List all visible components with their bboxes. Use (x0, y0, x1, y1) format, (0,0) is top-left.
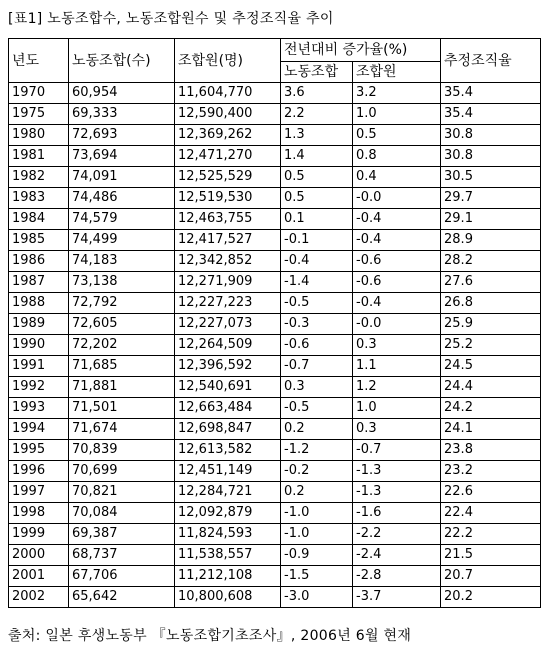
table-row (9, 545, 541, 566)
cell-members: 12,463,755 (175, 209, 281, 230)
cell-unions: 70,839 (69, 440, 175, 461)
table-row (9, 461, 541, 482)
cell-rate: 22.4 (441, 503, 541, 524)
table-row (9, 587, 541, 608)
cell-unions: 72,693 (69, 125, 175, 146)
cell-rate: 24.2 (441, 398, 541, 419)
cell-change-members: -0.4 (353, 293, 441, 314)
table-row (9, 188, 541, 209)
cell-members: 12,271,909 (175, 272, 281, 293)
cell-members: 12,264,509 (175, 335, 281, 356)
cell-year: 1975 (9, 104, 69, 125)
table-row (9, 125, 541, 146)
cell-year: 1989 (9, 314, 69, 335)
cell-change-members: -0.4 (353, 209, 441, 230)
cell-change-unions: 1.4 (281, 146, 353, 167)
cell-members: 12,471,270 (175, 146, 281, 167)
cell-change-members: 1.0 (353, 398, 441, 419)
cell-year: 1994 (9, 419, 69, 440)
header-change-members: 조합원 (353, 62, 441, 83)
cell-change-unions: -0.7 (281, 356, 353, 377)
cell-year: 1981 (9, 146, 69, 167)
cell-change-members: -0.6 (353, 251, 441, 272)
cell-change-members: 0.8 (353, 146, 441, 167)
cell-rate: 23.2 (441, 461, 541, 482)
cell-change-members: -3.7 (353, 587, 441, 608)
cell-rate: 30.5 (441, 167, 541, 188)
cell-change-unions: 0.5 (281, 188, 353, 209)
table-row (9, 293, 541, 314)
cell-unions: 74,183 (69, 251, 175, 272)
cell-change-members: -2.2 (353, 524, 441, 545)
table-row (9, 419, 541, 440)
cell-members: 12,613,582 (175, 440, 281, 461)
cell-unions: 73,694 (69, 146, 175, 167)
cell-rate: 27.6 (441, 272, 541, 293)
cell-change-unions: 0.5 (281, 167, 353, 188)
cell-rate: 25.2 (441, 335, 541, 356)
cell-rate: 29.1 (441, 209, 541, 230)
cell-year: 1970 (9, 83, 69, 104)
cell-change-members: 0.5 (353, 125, 441, 146)
table-row (9, 104, 541, 125)
cell-change-unions: -0.5 (281, 293, 353, 314)
cell-change-unions: 0.3 (281, 377, 353, 398)
table-row (9, 146, 541, 167)
header-year: 년도 (9, 39, 69, 83)
cell-change-unions: -0.6 (281, 335, 353, 356)
cell-unions: 74,499 (69, 230, 175, 251)
cell-unions: 60,954 (69, 83, 175, 104)
cell-change-unions: -1.2 (281, 440, 353, 461)
cell-change-members: -0.4 (353, 230, 441, 251)
cell-year: 1995 (9, 440, 69, 461)
cell-rate: 23.8 (441, 440, 541, 461)
cell-rate: 20.7 (441, 566, 541, 587)
cell-members: 12,396,592 (175, 356, 281, 377)
cell-unions: 74,486 (69, 188, 175, 209)
cell-unions: 70,699 (69, 461, 175, 482)
cell-members: 12,663,484 (175, 398, 281, 419)
table-row (9, 314, 541, 335)
cell-rate: 21.5 (441, 545, 541, 566)
cell-rate: 24.5 (441, 356, 541, 377)
table-body (9, 83, 541, 608)
cell-year: 1992 (9, 377, 69, 398)
cell-change-members: -1.3 (353, 482, 441, 503)
cell-year: 2001 (9, 566, 69, 587)
table-row (9, 377, 541, 398)
cell-members: 12,227,073 (175, 314, 281, 335)
cell-members: 12,519,530 (175, 188, 281, 209)
cell-rate: 30.8 (441, 125, 541, 146)
cell-change-members: -2.4 (353, 545, 441, 566)
cell-rate: 22.6 (441, 482, 541, 503)
cell-rate: 29.7 (441, 188, 541, 209)
cell-rate: 35.4 (441, 104, 541, 125)
table-row (9, 251, 541, 272)
header-change-group: 전년대비 증가율(%) (281, 39, 441, 62)
cell-change-unions: -0.3 (281, 314, 353, 335)
table-row (9, 335, 541, 356)
cell-change-unions: 0.2 (281, 419, 353, 440)
cell-change-members: 0.3 (353, 335, 441, 356)
cell-change-unions: -1.4 (281, 272, 353, 293)
cell-year: 1982 (9, 167, 69, 188)
cell-members: 12,369,262 (175, 125, 281, 146)
cell-year: 1988 (9, 293, 69, 314)
table-row (9, 83, 541, 104)
cell-change-members: -0.0 (353, 314, 441, 335)
cell-rate: 28.2 (441, 251, 541, 272)
cell-change-members: 1.2 (353, 377, 441, 398)
cell-change-unions: -0.5 (281, 398, 353, 419)
cell-year: 1986 (9, 251, 69, 272)
table-row (9, 230, 541, 251)
cell-members: 12,525,529 (175, 167, 281, 188)
cell-change-members: 0.4 (353, 167, 441, 188)
header-row (9, 39, 541, 62)
cell-change-unions: 0.1 (281, 209, 353, 230)
cell-rate: 24.1 (441, 419, 541, 440)
cell-members: 12,284,721 (175, 482, 281, 503)
cell-members: 12,540,691 (175, 377, 281, 398)
cell-year: 1983 (9, 188, 69, 209)
cell-year: 1999 (9, 524, 69, 545)
cell-change-unions: 0.2 (281, 482, 353, 503)
cell-members: 12,417,527 (175, 230, 281, 251)
cell-unions: 72,605 (69, 314, 175, 335)
table-row (9, 482, 541, 503)
table-row (9, 440, 541, 461)
table-row (9, 566, 541, 587)
cell-change-members: 1.0 (353, 104, 441, 125)
cell-members: 12,590,400 (175, 104, 281, 125)
table-row (9, 167, 541, 188)
cell-year: 1991 (9, 356, 69, 377)
table-row (9, 398, 541, 419)
cell-year: 1980 (9, 125, 69, 146)
cell-unions: 71,685 (69, 356, 175, 377)
cell-change-unions: -0.2 (281, 461, 353, 482)
cell-rate: 26.8 (441, 293, 541, 314)
cell-unions: 65,642 (69, 587, 175, 608)
cell-unions: 72,792 (69, 293, 175, 314)
cell-members: 11,538,557 (175, 545, 281, 566)
cell-change-unions: -1.5 (281, 566, 353, 587)
cell-rate: 24.4 (441, 377, 541, 398)
header-rate: 추정조직율 (441, 39, 541, 83)
cell-change-members: 0.3 (353, 419, 441, 440)
cell-rate: 30.8 (441, 146, 541, 167)
cell-members: 12,227,223 (175, 293, 281, 314)
cell-change-unions: -0.9 (281, 545, 353, 566)
cell-unions: 71,881 (69, 377, 175, 398)
cell-unions: 71,674 (69, 419, 175, 440)
cell-year: 1997 (9, 482, 69, 503)
cell-year: 1998 (9, 503, 69, 524)
cell-unions: 74,579 (69, 209, 175, 230)
table-title: [표1] 노동조합수, 노동조합원수 및 추정조직율 추이 (8, 11, 334, 27)
table-row (9, 209, 541, 230)
cell-year: 1993 (9, 398, 69, 419)
source-note: 출처: 일본 후생노동부 『노동조합기초조사』, 2006년 6월 현재 (8, 628, 412, 644)
cell-unions: 72,202 (69, 335, 175, 356)
cell-members: 11,604,770 (175, 83, 281, 104)
cell-rate: 28.9 (441, 230, 541, 251)
cell-year: 2000 (9, 545, 69, 566)
cell-change-members: 3.2 (353, 83, 441, 104)
cell-unions: 68,737 (69, 545, 175, 566)
header-change-unions: 노동조합 (281, 62, 353, 83)
cell-rate: 20.2 (441, 587, 541, 608)
cell-unions: 69,387 (69, 524, 175, 545)
cell-change-unions: -3.0 (281, 587, 353, 608)
cell-year: 1990 (9, 335, 69, 356)
cell-members: 12,698,847 (175, 419, 281, 440)
cell-change-unions: -0.4 (281, 251, 353, 272)
cell-members: 12,451,149 (175, 461, 281, 482)
cell-change-unions: -1.0 (281, 524, 353, 545)
cell-change-unions: 1.3 (281, 125, 353, 146)
cell-change-unions: -0.1 (281, 230, 353, 251)
cell-change-unions: 2.2 (281, 104, 353, 125)
cell-change-members: -2.8 (353, 566, 441, 587)
cell-year: 1987 (9, 272, 69, 293)
cell-unions: 69,333 (69, 104, 175, 125)
cell-members: 11,824,593 (175, 524, 281, 545)
cell-unions: 70,821 (69, 482, 175, 503)
table-row (9, 272, 541, 293)
table-row (9, 503, 541, 524)
cell-change-members: -0.0 (353, 188, 441, 209)
cell-year: 1984 (9, 209, 69, 230)
union-statistics-table (8, 38, 541, 608)
cell-rate: 22.2 (441, 524, 541, 545)
cell-unions: 67,706 (69, 566, 175, 587)
cell-year: 1985 (9, 230, 69, 251)
cell-members: 12,092,879 (175, 503, 281, 524)
cell-unions: 73,138 (69, 272, 175, 293)
cell-year: 2002 (9, 587, 69, 608)
cell-change-unions: 3.6 (281, 83, 353, 104)
cell-change-unions: -1.0 (281, 503, 353, 524)
cell-unions: 70,084 (69, 503, 175, 524)
cell-unions: 74,091 (69, 167, 175, 188)
cell-change-members: -1.3 (353, 461, 441, 482)
cell-change-members: -1.6 (353, 503, 441, 524)
cell-unions: 71,501 (69, 398, 175, 419)
table-row (9, 524, 541, 545)
cell-members: 12,342,852 (175, 251, 281, 272)
cell-year: 1996 (9, 461, 69, 482)
header-members: 조합원(명) (175, 39, 281, 83)
cell-members: 11,212,108 (175, 566, 281, 587)
table-row (9, 356, 541, 377)
cell-members: 10,800,608 (175, 587, 281, 608)
cell-rate: 25.9 (441, 314, 541, 335)
cell-rate: 35.4 (441, 83, 541, 104)
cell-change-members: -0.7 (353, 440, 441, 461)
cell-change-members: 1.1 (353, 356, 441, 377)
cell-change-members: -0.6 (353, 272, 441, 293)
header-unions: 노동조합(수) (69, 39, 175, 83)
